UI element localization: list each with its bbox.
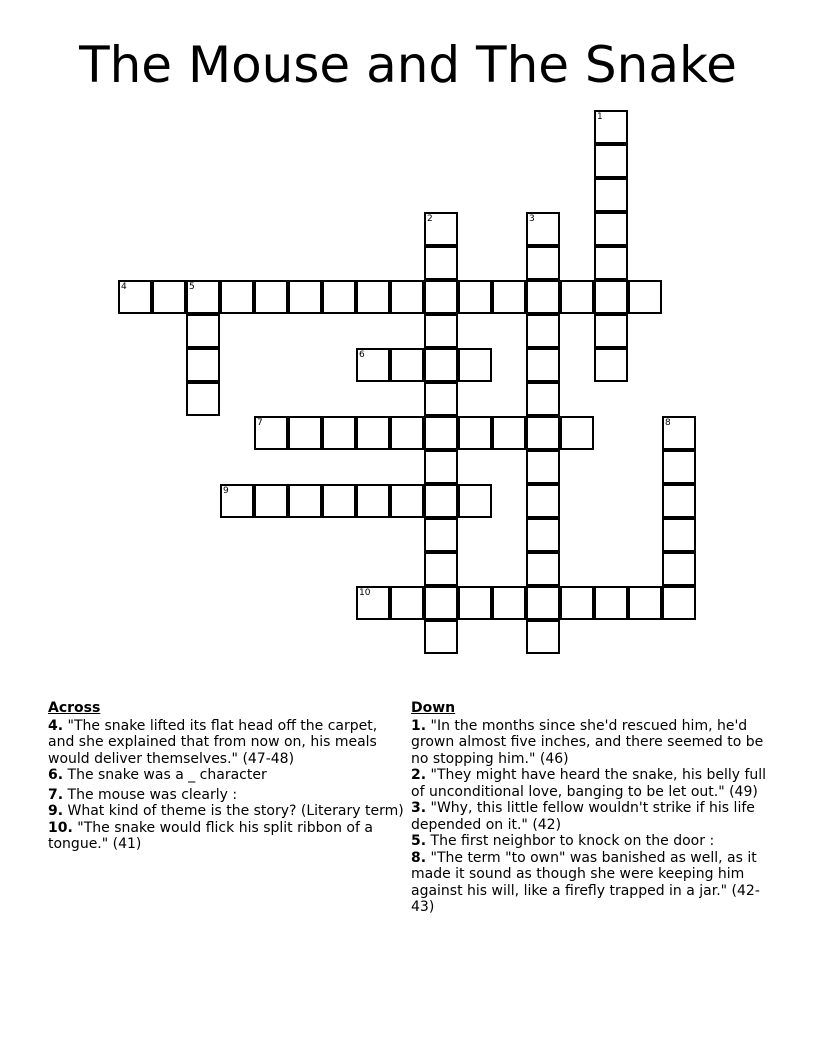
grid-cell[interactable] xyxy=(424,212,458,246)
grid-cell[interactable] xyxy=(458,416,492,450)
cell-number: 7 xyxy=(257,418,263,428)
clue-text: "They might have heard the snake, his belly full of unconditional love, banging to be let out." (49) xyxy=(411,767,767,800)
down-clue xyxy=(411,767,781,800)
grid-cell[interactable] xyxy=(458,280,492,314)
grid-cell[interactable] xyxy=(526,280,560,314)
clue-number: 3. xyxy=(411,800,427,816)
grid-cell[interactable] xyxy=(254,484,288,518)
grid-cell[interactable] xyxy=(594,178,628,212)
clue-number: 2. xyxy=(411,767,427,783)
grid-cell[interactable] xyxy=(526,620,560,654)
grid-cell[interactable] xyxy=(662,416,696,450)
grid-cell[interactable] xyxy=(594,314,628,348)
grid-cell[interactable] xyxy=(322,484,356,518)
grid-cell[interactable] xyxy=(390,484,424,518)
grid-cell[interactable] xyxy=(526,416,560,450)
grid-cell[interactable] xyxy=(594,110,628,144)
grid-cell[interactable] xyxy=(424,484,458,518)
grid-cell[interactable] xyxy=(424,450,458,484)
grid-cell[interactable] xyxy=(424,416,458,450)
grid-cell[interactable] xyxy=(594,144,628,178)
grid-cell[interactable] xyxy=(356,586,390,620)
across-clue xyxy=(48,767,406,784)
grid-cell[interactable] xyxy=(560,280,594,314)
grid-cell[interactable] xyxy=(390,280,424,314)
clue-number: 8. xyxy=(411,849,427,866)
clue-number: 1. xyxy=(411,717,427,734)
grid-cell[interactable] xyxy=(424,246,458,280)
grid-cell[interactable] xyxy=(662,518,696,552)
clue-text: "Why, this little fellow wouldn't strike if his life depended on it." (42) xyxy=(411,800,755,833)
grid-cell[interactable] xyxy=(594,246,628,280)
clue-number: 9. xyxy=(48,803,64,819)
grid-cell[interactable] xyxy=(526,348,560,382)
grid-cell[interactable] xyxy=(186,348,220,382)
clue-text: The mouse was clearly : xyxy=(67,786,238,803)
clue-text: "The term "to own" was banished as well, as it made it sound as though she were keeping him against his will, like a firefly trapped in a jar." (42-43) xyxy=(411,849,760,915)
grid-cell[interactable] xyxy=(424,620,458,654)
clue-number: 7. xyxy=(48,786,64,803)
cell-number: 2 xyxy=(427,214,433,224)
grid-cell[interactable] xyxy=(356,348,390,382)
cell-number: 6 xyxy=(359,350,365,360)
grid-cell[interactable] xyxy=(594,586,628,620)
grid-cell[interactable] xyxy=(458,348,492,382)
grid-cell[interactable] xyxy=(220,484,254,518)
grid-cell[interactable] xyxy=(118,280,152,314)
across-clue xyxy=(48,718,406,768)
grid-cell[interactable] xyxy=(492,280,526,314)
clue-number: 6. xyxy=(48,767,64,783)
cell-number: 4 xyxy=(121,282,127,292)
across-clue xyxy=(48,820,406,853)
across-clue xyxy=(48,787,406,804)
down-clue xyxy=(411,850,781,916)
across-clue xyxy=(48,803,406,820)
down-clues xyxy=(411,700,781,916)
grid-cell[interactable] xyxy=(492,586,526,620)
grid-cell[interactable] xyxy=(356,484,390,518)
cell-number: 10 xyxy=(359,588,371,598)
cell-number: 3 xyxy=(529,214,535,224)
grid-cell[interactable] xyxy=(560,586,594,620)
grid-cell[interactable] xyxy=(288,280,322,314)
grid-cell[interactable] xyxy=(288,484,322,518)
down-clue xyxy=(411,800,781,833)
clue-number: 10. xyxy=(48,819,73,836)
grid-cell[interactable] xyxy=(356,416,390,450)
down-clue xyxy=(411,718,781,768)
grid-cell[interactable] xyxy=(662,484,696,518)
cell-number: 9 xyxy=(223,486,229,496)
grid-cell[interactable] xyxy=(254,280,288,314)
grid-cell[interactable] xyxy=(186,382,220,416)
grid-cell[interactable] xyxy=(526,382,560,416)
grid-cell[interactable] xyxy=(458,586,492,620)
clue-text: The first neighbor to knock on the door : xyxy=(430,833,715,849)
grid-cell[interactable] xyxy=(526,450,560,484)
down-clue xyxy=(411,833,781,850)
grid-cell[interactable] xyxy=(526,518,560,552)
clue-text: "The snake lifted its flat head off the carpet, and she explained that from now on, his meals would deliver themselves." (47-48) xyxy=(48,717,378,767)
grid-cell[interactable] xyxy=(628,280,662,314)
grid-cell[interactable] xyxy=(424,518,458,552)
grid-cell[interactable] xyxy=(458,484,492,518)
clue-text: "In the months since she'd rescued him, he'd grown almost five inches, and there seemed to be no stopping him." (46) xyxy=(411,717,764,767)
clue-number: 4. xyxy=(48,717,64,734)
grid-cell[interactable] xyxy=(594,348,628,382)
grid-cell[interactable] xyxy=(152,280,186,314)
down-heading: Down xyxy=(411,700,456,716)
grid-cell[interactable] xyxy=(594,280,628,314)
grid-cell[interactable] xyxy=(424,314,458,348)
grid-cell[interactable] xyxy=(356,280,390,314)
grid-cell[interactable] xyxy=(288,416,322,450)
grid-cell[interactable] xyxy=(662,450,696,484)
cell-number: 8 xyxy=(665,418,671,428)
grid-cell[interactable] xyxy=(662,552,696,586)
grid-cell[interactable] xyxy=(526,586,560,620)
grid-cell[interactable] xyxy=(390,586,424,620)
grid-cell[interactable] xyxy=(628,586,662,620)
grid-cell[interactable] xyxy=(492,416,526,450)
grid-cell[interactable] xyxy=(526,484,560,518)
grid-cell[interactable] xyxy=(526,552,560,586)
grid-cell[interactable] xyxy=(424,382,458,416)
grid-cell[interactable] xyxy=(186,280,220,314)
grid-cell[interactable] xyxy=(662,586,696,620)
clue-text: What kind of theme is the story? (Literary term) xyxy=(67,803,404,819)
grid-cell[interactable] xyxy=(390,348,424,382)
grid-cell[interactable] xyxy=(322,416,356,450)
grid-cell[interactable] xyxy=(254,416,288,450)
grid-cell[interactable] xyxy=(424,586,458,620)
clue-text: "The snake would flick his split ribbon of a tongue." (41) xyxy=(48,819,373,852)
grid-cell[interactable] xyxy=(424,552,458,586)
grid-cell[interactable] xyxy=(560,416,594,450)
grid-cell[interactable] xyxy=(424,348,458,382)
grid-cell[interactable] xyxy=(390,416,424,450)
grid-cell[interactable] xyxy=(220,280,254,314)
across-heading: Across xyxy=(48,700,101,716)
grid-cell[interactable] xyxy=(526,212,560,246)
grid-cell[interactable] xyxy=(526,246,560,280)
cell-number: 1 xyxy=(597,112,603,122)
grid-cell[interactable] xyxy=(322,280,356,314)
across-clues xyxy=(48,700,406,853)
puzzle-title: The Mouse and The Snake xyxy=(79,36,737,94)
grid-cell[interactable] xyxy=(526,314,560,348)
cell-number: 5 xyxy=(189,282,195,292)
grid-cell[interactable] xyxy=(424,280,458,314)
clue-number: 5. xyxy=(411,833,427,849)
grid-cell[interactable] xyxy=(186,314,220,348)
grid-cell[interactable] xyxy=(594,212,628,246)
clue-text: The snake was a _ character xyxy=(67,767,267,783)
